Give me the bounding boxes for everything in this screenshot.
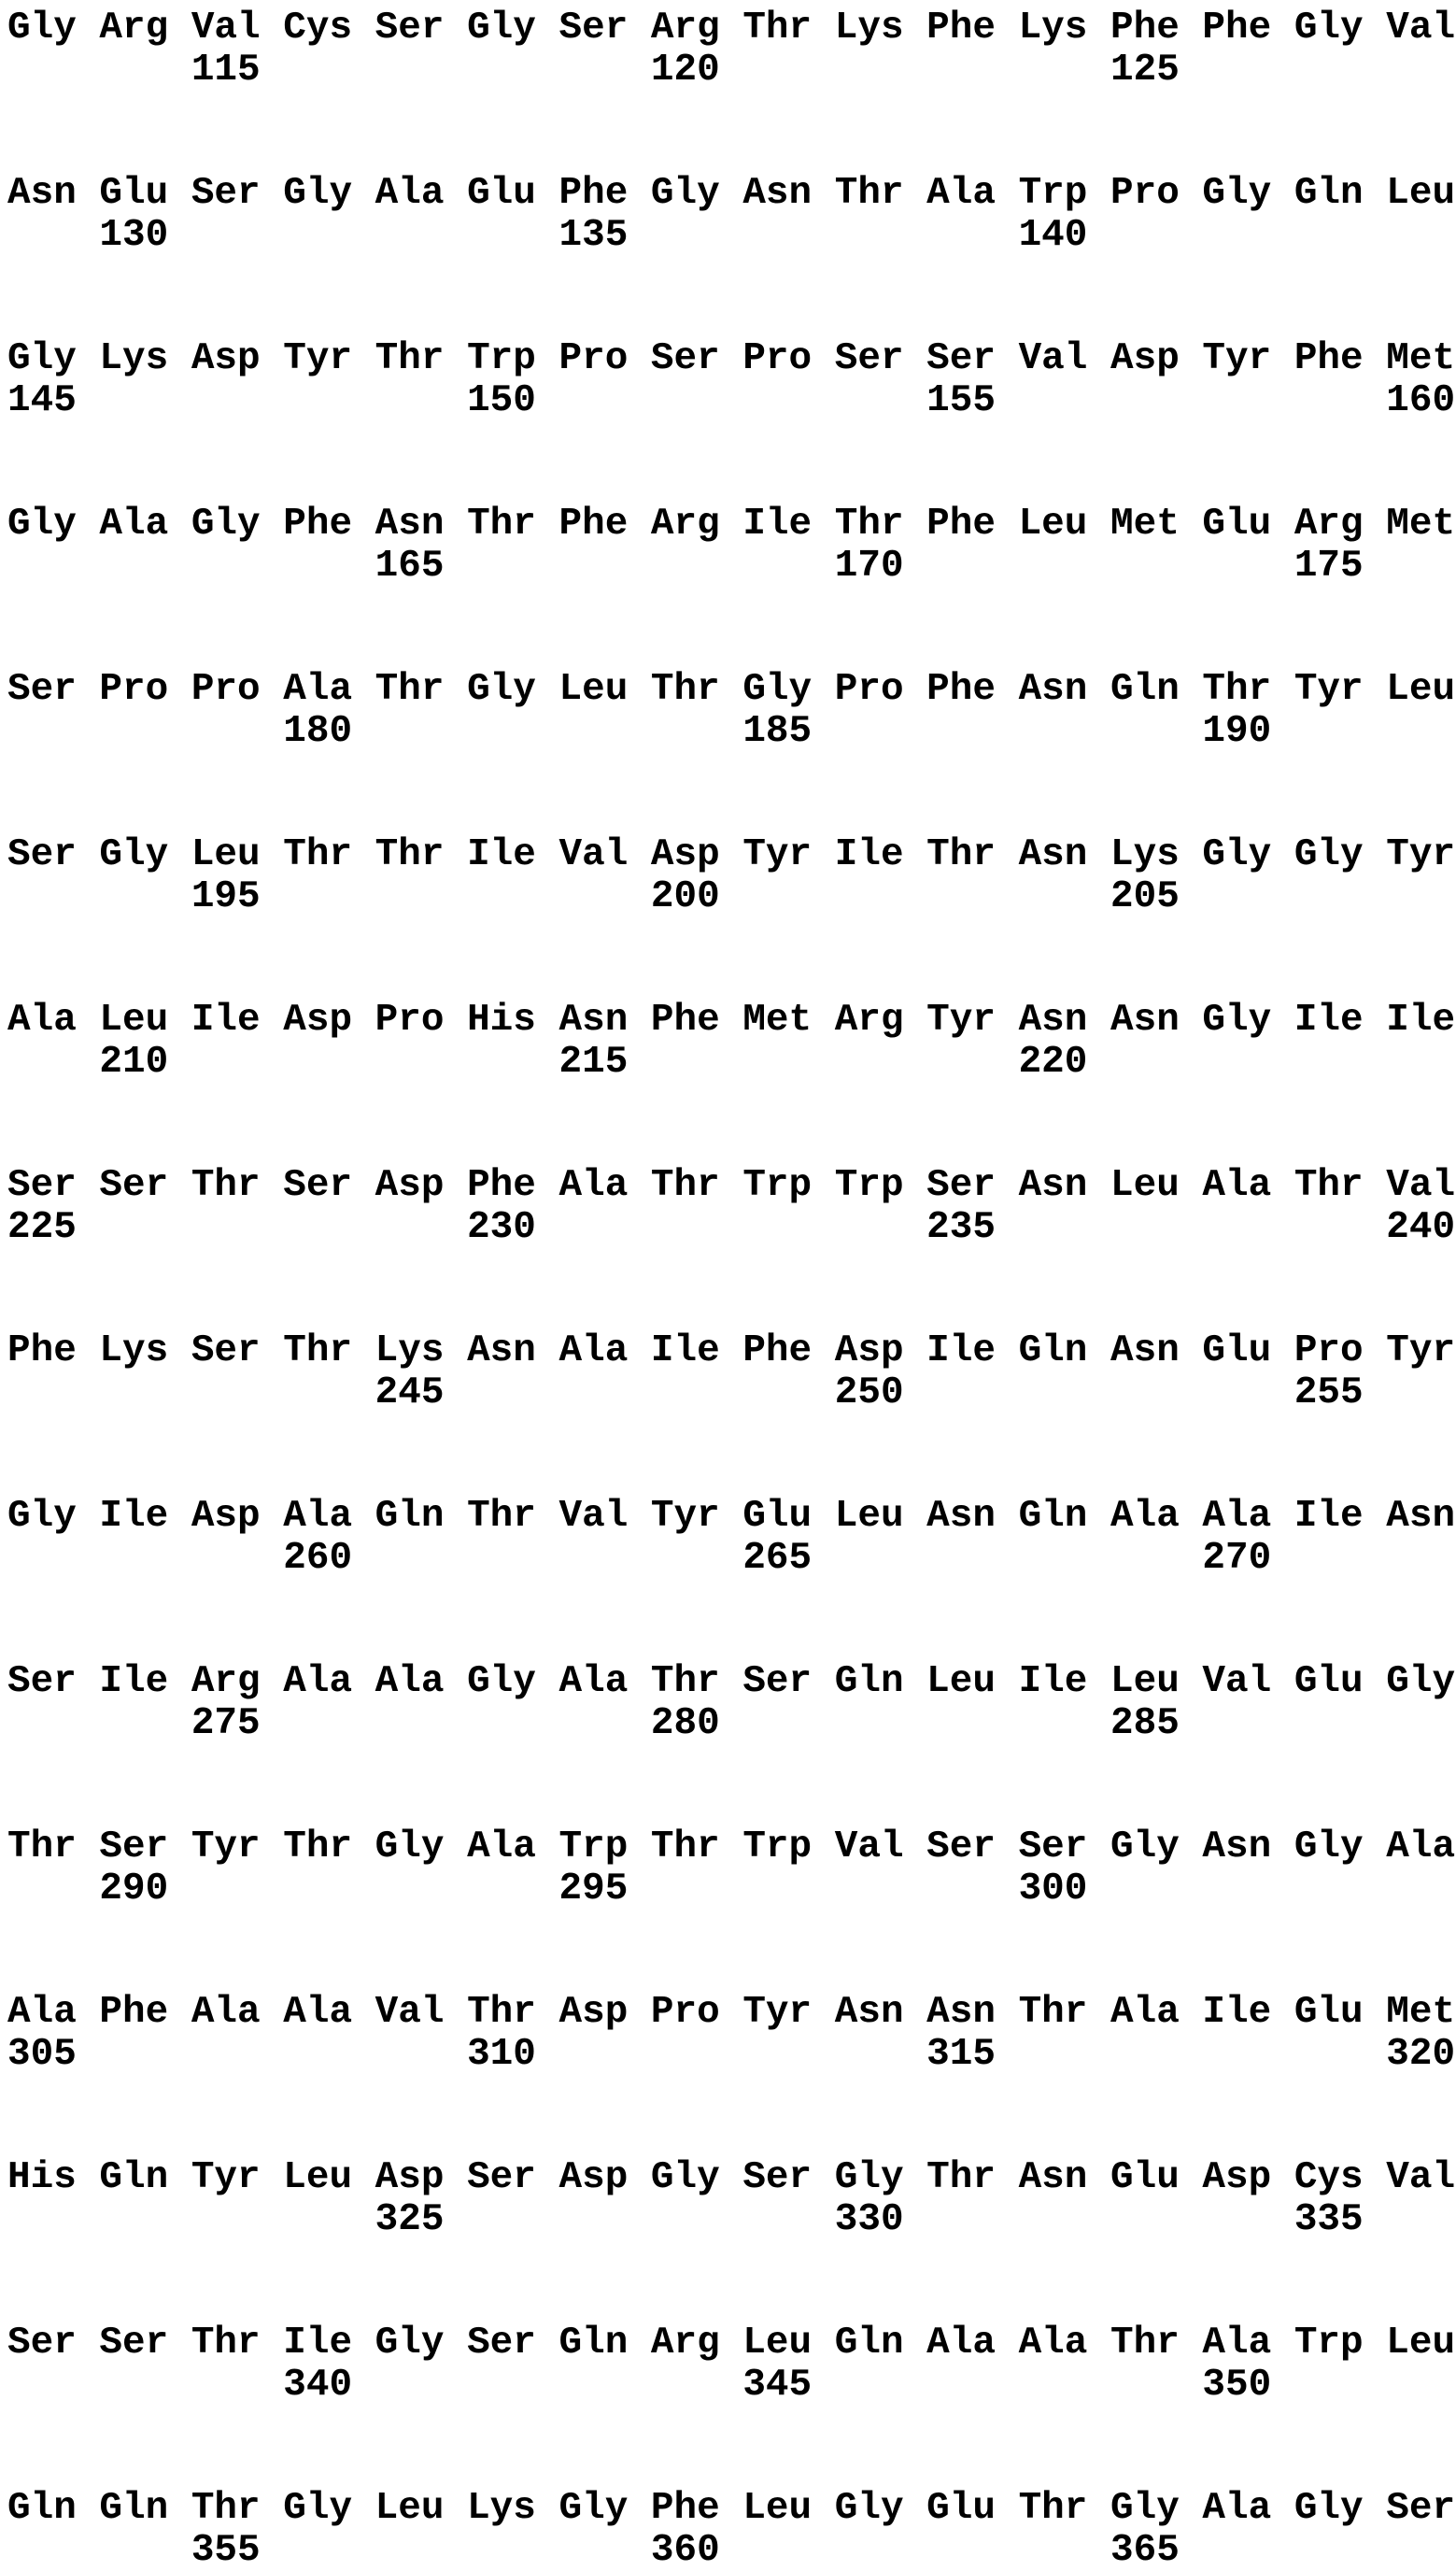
sequence-row-1 — [7, 7, 1456, 92]
residue-line: Ser Ser Thr Ile Gly Ser Gln Arg Leu Gln Ala Ala Thr Ala Trp Leu — [7, 2322, 1456, 2365]
sequence-row-5 — [7, 669, 1456, 753]
sequence-row-13 — [7, 1992, 1456, 2076]
sequence-row-10 — [7, 1496, 1456, 1580]
position-number-line: 165 170 175 — [7, 545, 1364, 588]
sequence-row-15 — [7, 2322, 1456, 2407]
position-number-line: 305 310 315 320 — [7, 2033, 1456, 2076]
residue-line: Gly Lys Asp Tyr Thr Trp Pro Ser Pro Ser Ser Val Asp Tyr Phe Met — [7, 337, 1456, 380]
sequence-row-11 — [7, 1661, 1456, 1745]
sequence-row-8 — [7, 1165, 1456, 1249]
position-number-line: 210 215 220 — [7, 1041, 1088, 1084]
sequence-row-7 — [7, 1000, 1456, 1084]
residue-line: Asn Glu Ser Gly Ala Glu Phe Gly Asn Thr Ala Trp Pro Gly Gln Leu — [7, 172, 1456, 215]
position-number-line: 260 265 270 — [7, 1537, 1272, 1580]
position-number-line: 145 150 155 160 — [7, 379, 1456, 422]
residue-line: Gly Ile Asp Ala Gln Thr Val Tyr Glu Leu Asn Gln Ala Ala Ile Asn — [7, 1495, 1456, 1538]
sequence-row-2 — [7, 173, 1456, 257]
residue-line: Ala Leu Ile Asp Pro His Asn Phe Met Arg Tyr Asn Asn Gly Ile Ile — [7, 999, 1456, 1042]
position-number-line: 180 185 190 — [7, 710, 1272, 753]
position-number-line: 355 360 365 — [7, 2529, 1180, 2571]
residue-line: Phe Lys Ser Thr Lys Asn Ala Ile Phe Asp Ile Gln Asn Glu Pro Tyr — [7, 1329, 1456, 1372]
residue-line: Gly Arg Val Cys Ser Gly Ser Arg Thr Lys Phe Lys Phe Phe Gly Val — [7, 7, 1456, 50]
position-number-line: 340 345 350 — [7, 2364, 1272, 2407]
position-number-line: 195 200 205 — [7, 875, 1180, 918]
sequence-row-14 — [7, 2157, 1456, 2241]
residue-line: Gln Gln Thr Gly Leu Lys Gly Phe Leu Gly Glu Thr Gly Ala Gly Ser — [7, 2487, 1456, 2530]
sequence-row-9 — [7, 1330, 1456, 1414]
position-number-line: 225 230 235 240 — [7, 1206, 1456, 1249]
position-number-line: 115 120 125 — [7, 49, 1180, 92]
position-number-line: 325 330 335 — [7, 2198, 1364, 2241]
sequence-listing — [7, 7, 1456, 2571]
position-number-line: 130 135 140 — [7, 214, 1088, 257]
sequence-row-12 — [7, 1826, 1456, 1910]
sequence-row-6 — [7, 834, 1456, 918]
residue-line: Ser Ser Thr Ser Asp Phe Ala Thr Trp Trp Ser Asn Leu Ala Thr Val — [7, 1164, 1456, 1207]
residue-line: Ser Ile Arg Ala Ala Gly Ala Thr Ser Gln Leu Ile Leu Val Glu Gly — [7, 1660, 1456, 1703]
residue-line: His Gln Tyr Leu Asp Ser Asp Gly Ser Gly Thr Asn Glu Asp Cys Val — [7, 2156, 1456, 2199]
sequence-row-16 — [7, 2488, 1456, 2571]
position-number-line: 290 295 300 — [7, 1868, 1088, 1910]
position-number-line: 245 250 255 — [7, 1371, 1364, 1414]
sequence-row-3 — [7, 338, 1456, 422]
residue-line: Ser Gly Leu Thr Thr Ile Val Asp Tyr Ile Thr Asn Lys Gly Gly Tyr — [7, 833, 1456, 876]
residue-line: Ala Phe Ala Ala Val Thr Asp Pro Tyr Asn Asn Thr Ala Ile Glu Met — [7, 1991, 1456, 2034]
residue-line: Ser Pro Pro Ala Thr Gly Leu Thr Gly Pro Phe Asn Gln Thr Tyr Leu — [7, 668, 1456, 711]
position-number-line: 275 280 285 — [7, 1702, 1180, 1745]
sequence-row-4 — [7, 504, 1456, 588]
residue-line: Thr Ser Tyr Thr Gly Ala Trp Thr Trp Val Ser Ser Gly Asn Gly Ala — [7, 1825, 1456, 1868]
residue-line: Gly Ala Gly Phe Asn Thr Phe Arg Ile Thr Phe Leu Met Glu Arg Met — [7, 503, 1456, 546]
